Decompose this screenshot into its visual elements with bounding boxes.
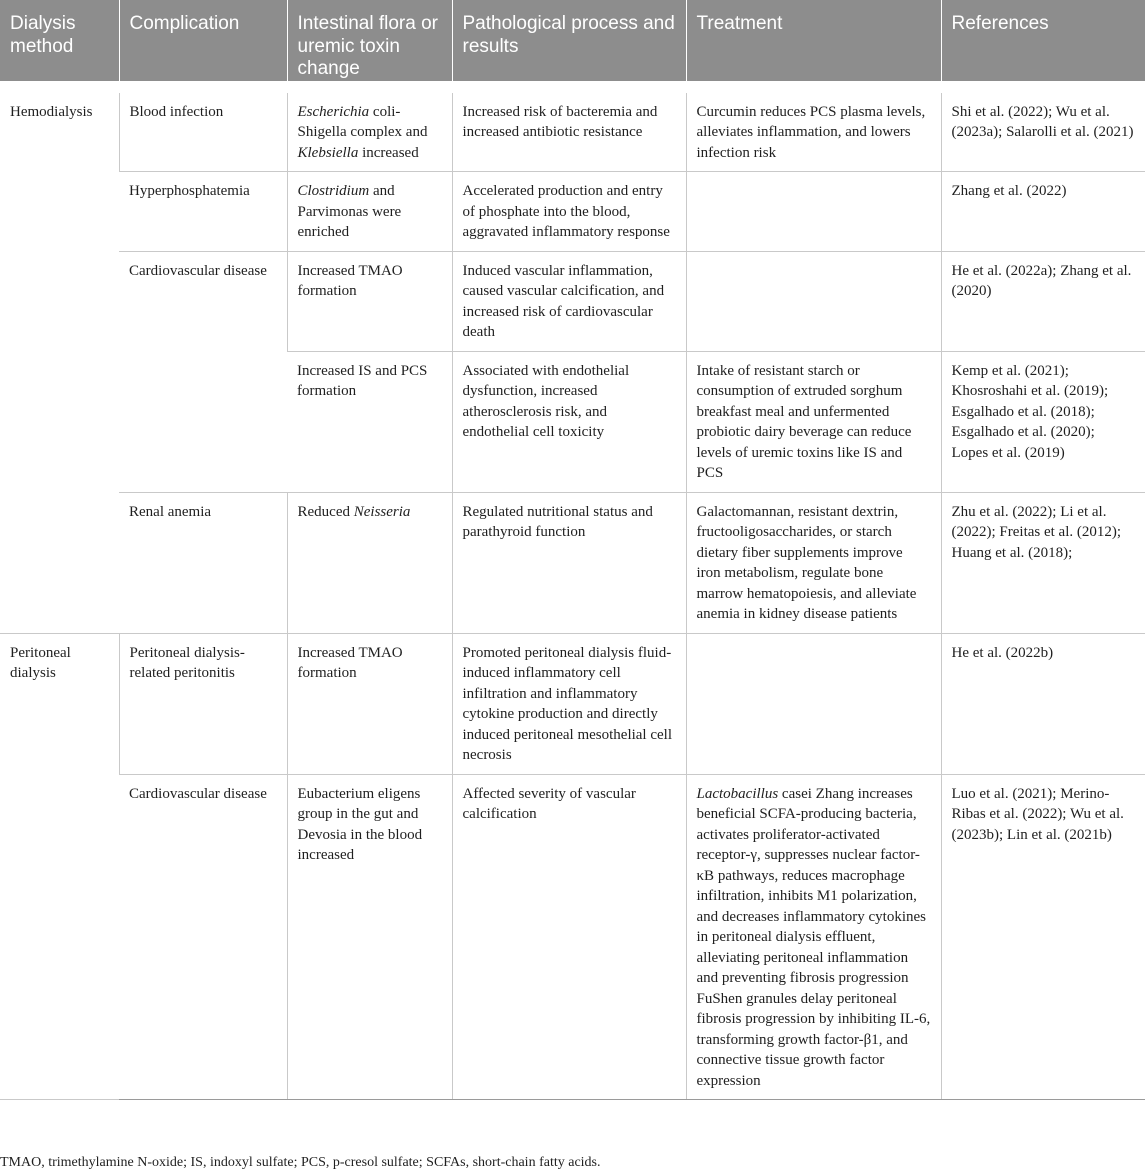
table-row	[0, 172, 1145, 252]
header-complication: Complication	[119, 0, 287, 81]
flora-change-cell: Increased TMAO formation	[287, 633, 452, 774]
process-cell: Associated with endothelial dysfunction, increased atherosclerosis risk, and endothelial cell toxicity	[452, 351, 686, 492]
process-cell: Promoted peritoneal dialysis fluid-induced inflammatory cell infiltration and inflammatory cytokine production and directly induced peritoneal mesothelial cell necrosis	[452, 633, 686, 774]
references-cell: Luo et al. (2021); Merino-Ribas et al. (2022); Wu et al. (2023b); Lin et al. (2021b)	[941, 774, 1145, 1100]
flora-change-cell: Increased IS and PCS formation	[287, 351, 452, 492]
references-cell: Zhu et al. (2022); Li et al. (2022); Freitas et al. (2012); Huang et al. (2018);	[941, 492, 1145, 633]
process-cell: Accelerated production and entry of phosphate into the blood, aggravated inflammatory response	[452, 172, 686, 252]
flora-change-cell: Clostridium and Parvimonas were enriched	[287, 172, 452, 252]
complication-cell: Peritoneal dialysis-related peritonitis	[119, 633, 287, 774]
header-treatment: Treatment	[686, 0, 941, 81]
flora-change-cell: Eubacterium eligens group in the gut and Devosia in the blood increased	[287, 774, 452, 1100]
treatment-cell: Intake of resistant starch or consumption of extruded sorghum breakfast meal and unfermented probiotic dairy beverage can reduce levels of uremic toxins like IS and PCS	[686, 351, 941, 492]
dialysis-method-cell: Peritoneal dialysis	[0, 633, 119, 1100]
treatment-cell: Galactomannan, resistant dextrin, fructooligosaccharides, or starch dietary fiber supplements improve iron metabolism, regulate bone marrow hematopoiesis, and alleviate anemia in kidney disease patients	[686, 492, 941, 633]
treatment-cell: Curcumin reduces PCS plasma levels, alleviates inflammation, and lowers infection risk	[686, 93, 941, 172]
process-cell: Induced vascular inflammation, caused vascular calcification, and increased risk of cardiovascular death	[452, 251, 686, 351]
treatment-cell	[686, 172, 941, 252]
dialysis-method-cell: Hemodialysis	[0, 93, 119, 634]
flora-change-cell: Escherichia coli-Shigella complex and Klebsiella increased	[287, 93, 452, 172]
treatment-cell	[686, 633, 941, 774]
complication-cell: Cardiovascular disease	[119, 251, 287, 492]
process-cell: Affected severity of vascular calcification	[452, 774, 686, 1100]
table-row	[0, 251, 1145, 351]
flora-change-cell: Increased TMAO formation	[287, 251, 452, 351]
references-cell: Shi et al. (2022); Wu et al. (2023a); Salarolli et al. (2021)	[941, 93, 1145, 172]
header-row	[0, 0, 1145, 81]
references-cell: He et al. (2022a); Zhang et al. (2020)	[941, 251, 1145, 351]
flora-change-cell: Reduced Neisseria	[287, 492, 452, 633]
table-row	[0, 93, 1145, 172]
treatment-cell: Lactobacillus casei Zhang increases beneficial SCFA-producing bacteria, activates proliferator-activated receptor-γ, suppresses nuclear factor-κB pathways, reduces macrophage infiltration, inhibits M1 polarization, and decreases inflammatory cytokines in peritoneal dialysis effluent, alleviating peritoneal inflammation and preventing fibrosis progression FuShen granules delay peritoneal fibrosis progression by inhibiting IL-6, transforming growth factor-β1, and connective tissue growth factor expression	[686, 774, 941, 1100]
table-row	[0, 774, 1145, 1100]
references-cell: Zhang et al. (2022)	[941, 172, 1145, 252]
table-row	[0, 492, 1145, 633]
references-cell: He et al. (2022b)	[941, 633, 1145, 774]
header-pathological-process: Pathological process and results	[452, 0, 686, 81]
complication-cell: Hyperphosphatemia	[119, 172, 287, 252]
process-cell: Increased risk of bacteremia and increased antibiotic resistance	[452, 93, 686, 172]
complication-cell: Renal anemia	[119, 492, 287, 633]
header-references: References	[941, 0, 1145, 81]
process-cell: Regulated nutritional status and parathyroid function	[452, 492, 686, 633]
header-dialysis-method: Dialysis method	[0, 0, 119, 81]
treatment-cell	[686, 251, 941, 351]
complication-cell: Blood infection	[119, 93, 287, 172]
header-flora-change: Intestinal flora or uremic toxin change	[287, 0, 452, 81]
table-footnote: TMAO, trimethylamine N-oxide; IS, indoxyl sulfate; PCS, p-cresol sulfate; SCFAs, short-chain fatty acids.	[0, 1155, 601, 1170]
complication-cell: Cardiovascular disease	[119, 774, 287, 1100]
table-row	[0, 633, 1145, 774]
references-cell: Kemp et al. (2021); Khosroshahi et al. (2019); Esgalhado et al. (2018); Esgalhado et al. (2020); Lopes et al. (2019)	[941, 351, 1145, 492]
